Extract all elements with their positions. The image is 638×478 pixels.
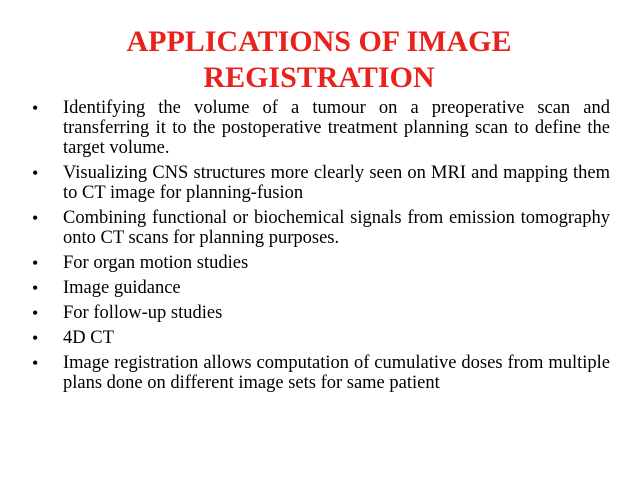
bullet-icon: • <box>32 163 39 183</box>
bullet-text: Image registration allows computation of cumulative doses from multiple plans done on different image sets for same patient <box>63 353 610 393</box>
bullet-icon: • <box>32 353 39 373</box>
bullet-icon: • <box>32 253 39 273</box>
bullet-item <box>30 328 610 348</box>
bullet-item <box>30 253 610 273</box>
slide-title-line: REGISTRATION <box>203 61 435 94</box>
bullet-text: 4D CT <box>63 328 114 348</box>
bullet-item <box>30 208 610 248</box>
bullet-item <box>30 303 610 323</box>
bullet-text: Combining functional or biochemical signals from emission tomography onto CT scans for planning purposes. <box>63 208 610 248</box>
bullet-item <box>30 163 610 203</box>
bullet-icon: • <box>32 278 39 298</box>
bullet-icon: • <box>32 328 39 348</box>
bullet-item <box>30 278 610 298</box>
bullet-icon: • <box>32 98 39 118</box>
bullet-icon: • <box>32 303 39 323</box>
slide-title-line: APPLICATIONS OF IMAGE <box>126 25 512 58</box>
bullet-text: Image guidance <box>63 278 181 298</box>
slide-title <box>60 24 578 96</box>
bullet-item <box>30 353 610 393</box>
bullet-icon: • <box>32 208 39 228</box>
bullet-list <box>30 98 610 398</box>
bullet-text: For organ motion studies <box>63 253 249 273</box>
bullet-text: For follow-up studies <box>63 303 223 323</box>
bullet-text: Identifying the volume of a tumour on a preoperative scan and transferring it to the postoperative treatment planning scan to define the target volume. <box>63 98 610 158</box>
bullet-text: Visualizing CNS structures more clearly seen on MRI and mapping them to CT image for planning-fusion <box>63 163 610 203</box>
bullet-item <box>30 98 610 158</box>
